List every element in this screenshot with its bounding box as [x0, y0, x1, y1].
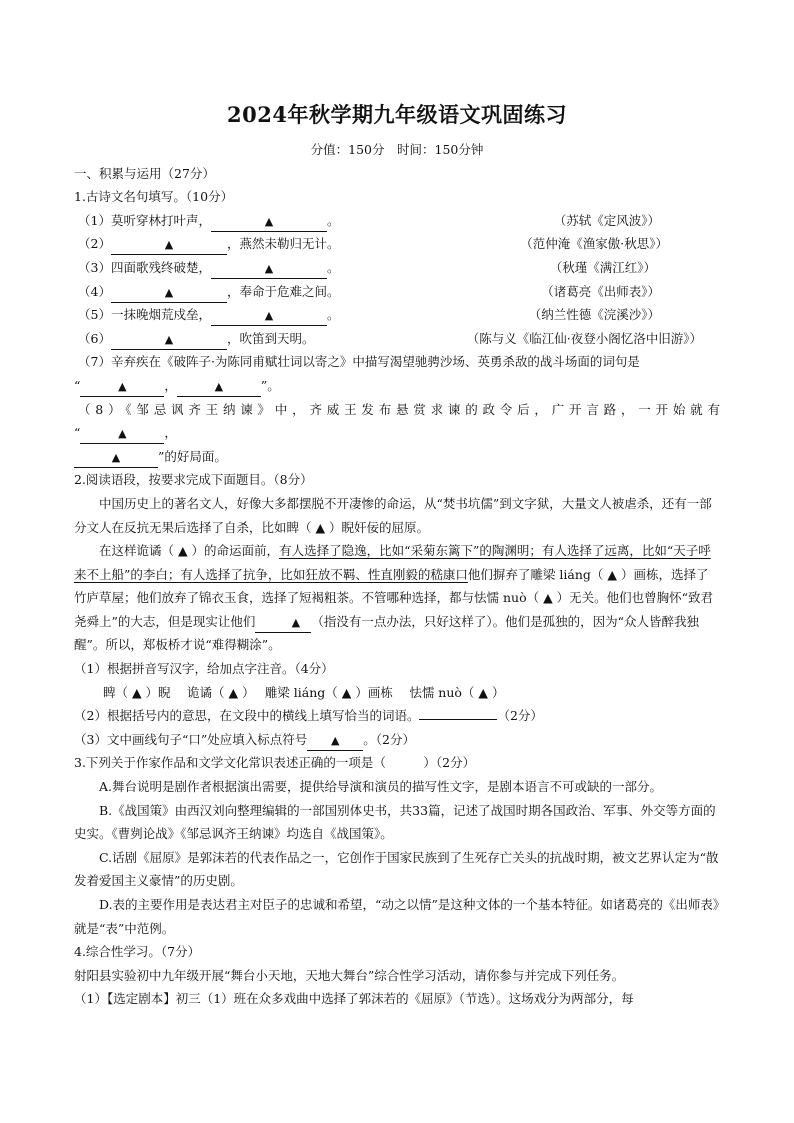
q1-item-3: （3）四面歌残终破楚， ▲ 。 （秋瑾《满江红》）	[74, 256, 720, 280]
source: （苏轼《定风波》）	[553, 212, 660, 228]
q2-sub-1: （1）根据拼音写汉字，给加点字注音。（4分）	[74, 661, 334, 677]
q1-item-6: （6） ▲ ，吹笛到天明。 （陈与义《临江仙·夜登小阁忆洛中旧游》）	[74, 327, 720, 351]
source: （诸葛亮《出师表》）	[541, 283, 660, 299]
q2-sub-1-items: 睥（ ▲ ）睨 诡谲（ ▲ ） 雕梁 liáng（ ▲ ）画栋 怯懦 nuò（ ▲ ）	[103, 684, 505, 700]
answer-blank[interactable]: ▲	[80, 377, 164, 397]
q1-item-4: （4） ▲ ，奉命于危难之间。 （诸葛亮《出师表》）	[74, 280, 720, 304]
q3-option-d[interactable]: D.表的主要作用是表达君主对臣子的忠诚和希望，“动之以情”是这种文体的一个基本特征。如诸葛亮的《出师表》就是“表”中范例。	[74, 897, 720, 936]
q1-item-1: （1）莫听穿林打叶声， ▲ 。 （苏轼《定风波》）	[74, 209, 720, 233]
underlined-sentence: 比如“天子呼来不上船”的李白；有人选择了抗争，比如狂放不羁、性直刚毅的嵇康口	[74, 543, 711, 582]
source: （纳兰性德《浣溪沙》）	[528, 307, 660, 323]
answer-blank[interactable]: ▲	[211, 212, 327, 232]
answer-blank[interactable]: ▲	[111, 283, 227, 303]
answer-blank[interactable]: ▲	[177, 377, 261, 397]
exam-page	[74, 100, 720, 1011]
q4-sub-1: （1）【选定剧本】初三（1）班在众多戏曲中选择了郭沫若的《屈原》（节选）。这场戏分为两部分，每	[74, 991, 634, 1007]
q2-stem: 2.阅读语段，按要求完成下面题目。（8分）	[74, 472, 313, 488]
q1-stem: 1.古诗文名句填写。（10分）	[74, 189, 234, 205]
answer-blank[interactable]: ▲	[74, 448, 158, 468]
q1-item-7-blanks: “ ▲ ， ▲ ”。	[74, 374, 720, 398]
answer-blank[interactable]: ▲	[211, 259, 327, 279]
answer-blank[interactable]: ▲	[307, 731, 363, 751]
q4-stem: 4.综合性学习。（7分）	[74, 944, 201, 960]
q3-stem: 3.下列关于作家作品和文学文化常识表述正确的一项是（ ）（2分）	[74, 755, 476, 771]
page-title: 2024年秋学期九年级语文巩固练习	[227, 102, 567, 127]
q1-item-8: （8）《邹忌讽齐王纳谏》中，齐威王发布悬赏求谏的政令后，广开言路，一开始就有	[78, 401, 720, 417]
source: （秋瑾《满江红》）	[549, 259, 656, 275]
q1-item-8-blank-1: “ ▲ ，	[74, 421, 720, 445]
q1-item-7: （7）辛弃疾在《破阵子·为陈同甫赋壮词以寄之》中描写渴望驰骋沙场、英勇杀敌的战斗场面的词句是	[78, 354, 640, 370]
answer-blank[interactable]: ▲	[80, 424, 164, 444]
answer-blank[interactable]: ▲	[255, 613, 311, 633]
q2-paragraph-2: 在这样诡谲（ ▲ ）的命运面前，有人选择了隐逸，比如“采菊东篱下”的陶渊明；有人选择了远离，比如“天子呼来不上船”的李白；有人选择了抗争，比如狂放不羁、性直刚毅的嵇康口他们摒弃了雕梁 liáng（ ▲ ）画栋，选择了竹庐草屋；他们放弃了锦衣玉食，选择了短褐粗茶。不管哪种选择，都与怯懦 nuò（ ▲ ）无关。他们也曾胸怀“致君尧舜上”的大志，但是现实让他们 ▲ （指没有一点办法，只好这样了）。他们是孤独的，因为“众人皆醉我独醒”。所以，郑板桥才说“难得糊涂”。	[74, 543, 714, 653]
source: （陈与义《临江仙·夜登小阁忆洛中旧游》）	[466, 330, 702, 346]
q2-paragraph-1: 中国历史上的著名文人，好像大多都摆脱不开凄惨的命运，从“焚书坑儒”到文字狱，大量文人被虐杀，还有一部分文人在反抗无果后选择了自杀，比如睥（ ▲ ）睨奸佞的屈原。	[74, 495, 712, 535]
q4-intro: 射阳县实验初中九年级开展“舞台小天地，天地大舞台”综合性学习活动，请你参与并完成下列任务。	[74, 967, 625, 983]
q2-sub-2: （2）根据括号内的意思，在文段中的横线上填写恰当的词语。 （2分）	[74, 708, 543, 724]
q3-option-a[interactable]: A.舞台说明是剧作者根据演出需要，提供给导演和演员的描写性文字，是剧本语言不可或缺的一部分。	[99, 779, 663, 795]
answer-blank[interactable]: ▲	[211, 306, 327, 326]
source: （范仲淹《渔家傲·秋思》）	[520, 236, 668, 252]
q1-item-8-blank-2: ▲ ”的好局面。	[74, 445, 720, 469]
answer-blank[interactable]	[419, 719, 497, 720]
underlined-sentence: 有人选择了隐逸，比如“采菊东篱下”的陶渊明；有人选择了远离，	[279, 543, 642, 559]
q3-option-c[interactable]: C.话剧《屈原》是郭沫若的代表作品之一，它创作于国家民族到了生死存亡关头的抗战时期，被文艺界认定为“散发着爱国主义豪情”的历史剧。	[74, 849, 719, 889]
page-subtitle: 分值：150分 时间：150分钟	[310, 142, 484, 157]
section-heading: 一、积累与运用（27分）	[74, 165, 215, 181]
q3-option-b[interactable]: B.《战国策》由西汉刘向整理编辑的一部国别体史书，共33篇，记述了战国时期各国政治、军事、外交等方面的史实。《曹刿论战》《邹忌讽齐王纳谏》均选自《战国策》。	[74, 802, 716, 842]
answer-blank[interactable]: ▲	[111, 330, 227, 350]
q2-sub-3: （3）文中画线句子“口”处应填入标点符号 ▲ 。（2分）	[74, 728, 720, 752]
answer-blank[interactable]: ▲	[111, 235, 227, 255]
q1-item-2: （2） ▲ ，燕然未勒归无计。 （范仲淹《渔家傲·秋思》）	[74, 232, 720, 256]
q1-item-5: （5）一抹晚烟荒戍垒， ▲ 。 （纳兰性德《浣溪沙》）	[74, 303, 720, 327]
